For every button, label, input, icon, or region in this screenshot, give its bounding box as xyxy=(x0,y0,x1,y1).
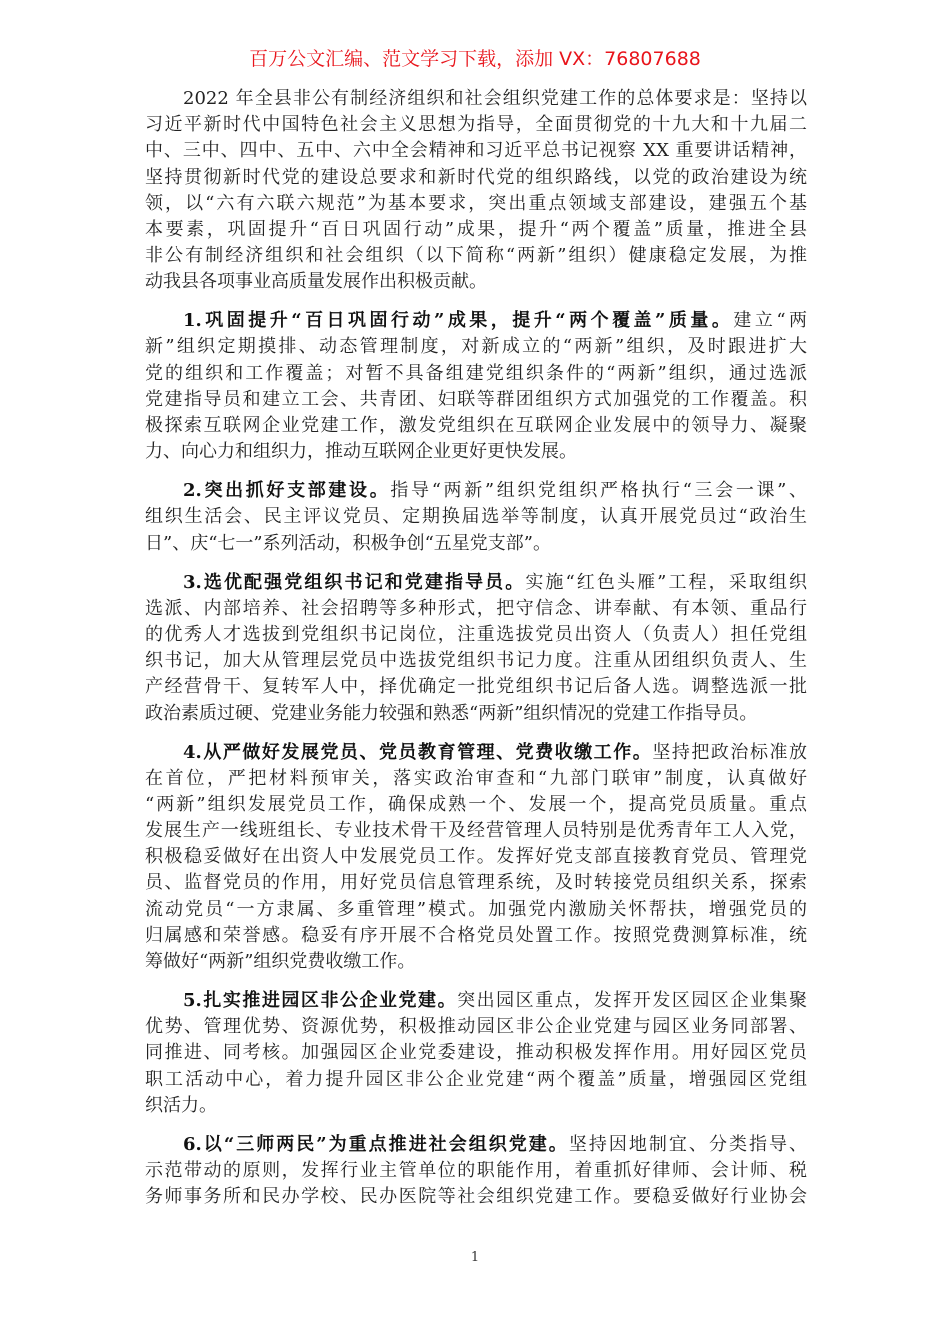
line-text: 归属感和荣誉感。稳妥有序开展不合格党员处置工作。按照党费测算标准，统 xyxy=(145,924,807,946)
section-heading: 2.突出抓好支部建设。 xyxy=(183,480,391,502)
section-heading: 6.以“三师两民”为重点推进社会组织党建。 xyxy=(183,1133,569,1155)
text-line xyxy=(145,1184,807,1210)
line-text: 务师事务所和民办学校、民办医院等社会组织党建工作。要稳妥做好行业协会 xyxy=(145,1186,807,1208)
paragraph xyxy=(145,988,807,1119)
text-line xyxy=(145,531,807,557)
line-text: 的优秀人才选拔到党组织书记岗位，注重选拔党员出资人（负责人）担任党组 xyxy=(145,623,807,645)
line-text: 组织生活会、民主评议党员、定期换届选举等制度，认真开展党员过“政治生 xyxy=(145,506,807,528)
line-text: 同推进、同考核。加强园区企业党委建设，推动积极发挥作用。用好园区党员 xyxy=(145,1042,807,1064)
text-line xyxy=(145,596,807,622)
text-line xyxy=(145,269,807,295)
line-text: 本要素，巩固提升“百日巩固行动”成果，提升“两个覆盖”质量，推进全县 xyxy=(145,218,807,240)
text-line xyxy=(145,361,807,387)
line-text: 中、三中、四中、五中、六中全会精神和习近平总书记视察 XX 重要讲话精神， xyxy=(145,140,807,162)
watermark-banner: 百万公文汇编、范文学习下载，添加 VX：76807688 xyxy=(249,48,701,70)
line-text: 职工活动中心，着力提升园区非公企业党建“两个覆盖”质量，增强园区党组 xyxy=(145,1068,807,1090)
text-line xyxy=(145,334,807,360)
paragraph xyxy=(145,1132,807,1211)
line-text: 党的组织和工作覆盖；对暂不具备组建党组织条件的“两新”组织，通过选派 xyxy=(145,362,807,384)
line-text: 优势、管理优势、资源优势，积极推动园区非公企业党建与园区业务同部署、 xyxy=(145,1016,807,1038)
text-line xyxy=(145,138,807,164)
line-text: 坚持贯彻新时代党的建设总要求和新时代党的组织路线，以党的政治建设为统 xyxy=(145,166,807,188)
text-line xyxy=(145,949,807,975)
text-line xyxy=(145,478,807,504)
line-text: 织活力。 xyxy=(145,1094,217,1116)
section-heading: 4.从严做好发展党员、党员教育管理、党费收缴工作。 xyxy=(183,741,653,763)
line-text: 2022 年全县非公有制经济组织和社会组织党建工作的总体要求是：坚持以 xyxy=(183,88,807,109)
text-line xyxy=(145,387,807,413)
text-line xyxy=(145,191,807,217)
text-line xyxy=(145,870,807,896)
line-text: 产经营骨干、复转军人中，择优确定一批党组织书记后备人选。调整选派一批 xyxy=(145,676,807,698)
section-heading: 5.扎实推进园区非公企业党建。 xyxy=(183,989,458,1011)
text-line xyxy=(145,308,807,334)
line-text: 党建指导员和建立工会、共青团、妇联等群团组织方式加强党的工作覆盖。积 xyxy=(145,388,807,410)
text-line xyxy=(145,818,807,844)
text-line xyxy=(145,923,807,949)
text-line xyxy=(145,622,807,648)
paragraph xyxy=(145,308,807,465)
text-line xyxy=(145,217,807,243)
line-text: 新”组织定期摸排、动态管理制度，对新成立的“两新”组织，及时跟进扩大 xyxy=(145,336,807,358)
line-text: 示范带动的原则，发挥行业主管单位的职能作用，着重抓好律师、会计师、税 xyxy=(145,1159,807,1181)
line-text: 发展生产一线班组长、专业技术骨干及经营管理人员特别是优秀青年工人入党， xyxy=(145,820,807,842)
text-line xyxy=(145,570,807,596)
text-line xyxy=(145,844,807,870)
text-line xyxy=(145,674,807,700)
text-line xyxy=(145,439,807,465)
text-line xyxy=(145,897,807,923)
page-number: 1 xyxy=(470,1250,480,1265)
text-line xyxy=(145,648,807,674)
text-line xyxy=(145,1014,807,1040)
line-text: 日”、庆“七一”系列活动，积极争创“五星党支部”。 xyxy=(145,532,552,554)
line-text: 流动党员“一方隶属、多重管理”模式。加强党内激励关怀帮扶，增强党员的 xyxy=(145,898,807,920)
line-text: 坚持因地制宜、分类指导、 xyxy=(568,1133,808,1155)
line-text: 政治素质过硬、党建业务能力较强和熟悉“两新”组织情况的党建工作指导员。 xyxy=(145,702,758,724)
paragraph xyxy=(145,570,807,727)
line-text: 建立“两 xyxy=(733,310,808,332)
paragraph xyxy=(145,86,807,296)
line-text: “两新”组织发展党员工作，确保成熟一个、发展一个，提高党员质量。重点 xyxy=(145,793,807,815)
line-text: 习近平新时代中国特色社会主义思想为指导，全面贯彻党的十九大和十九届二 xyxy=(145,114,807,136)
text-line xyxy=(145,1067,807,1093)
line-text: 极探索互联网企业党建工作，激发党组织在互联网企业发展中的领导力、凝聚 xyxy=(145,415,807,437)
text-line xyxy=(145,413,807,439)
line-text: 织书记，加大从管理层党员中选拔党组织书记力度。注重从团组织负责人、生 xyxy=(145,650,807,672)
document-body xyxy=(145,86,807,1223)
line-text: 实施“红色头雁”工程，采取组织 xyxy=(525,571,807,593)
line-text: 动我县各项事业高质量发展作出积极贡献。 xyxy=(145,271,487,293)
line-text: 非公有制经济组织和社会组织（以下简称“两新”组织）健康稳定发展，为推 xyxy=(145,245,807,267)
line-text: 在首位，严把材料预审关，落实政治审查和“九部门联审”制度，认真做好 xyxy=(145,767,807,789)
line-text: 突出园区重点，发挥开发区园区企业集聚 xyxy=(457,989,807,1011)
line-text: 力、向心力和组织力，推动互联网企业更好更快发展。 xyxy=(145,441,577,463)
text-line xyxy=(145,766,807,792)
text-line xyxy=(145,792,807,818)
text-line xyxy=(145,1158,807,1184)
section-heading: 3.选优配强党组织书记和党建指导员。 xyxy=(183,571,526,593)
line-text: 员、监督党员的作用，用好党员信息管理系统，及时转接党员组织关系，探索 xyxy=(145,872,807,894)
text-line xyxy=(145,1093,807,1119)
line-text: 筹做好“两新”组织党费收缴工作。 xyxy=(145,951,416,972)
text-line xyxy=(145,1132,807,1158)
line-text: 指导“两新”组织党组织严格执行“三会一课”、 xyxy=(390,480,807,502)
text-line xyxy=(145,86,807,112)
text-line xyxy=(145,504,807,530)
section-heading: 1.巩固提升“百日巩固行动”成果，提升“两个覆盖”质量。 xyxy=(183,310,734,332)
text-line xyxy=(145,701,807,727)
text-line xyxy=(145,988,807,1014)
line-text: 选派、内部培养、社会招聘等多种形式，把守信念、讲奉献、有本领、重品行 xyxy=(145,597,807,619)
line-text: 领，以“六有六联六规范”为基本要求，突出重点领域支部建设，建强五个基 xyxy=(145,192,807,214)
text-line xyxy=(145,740,807,766)
line-text: 坚持把政治标准放 xyxy=(652,741,808,763)
paragraph xyxy=(145,478,807,557)
text-line xyxy=(145,165,807,191)
line-text: 积极稳妥做好在出资人中发展党员工作。发挥好党支部直接教育党员、管理党 xyxy=(145,846,807,868)
text-line xyxy=(145,1040,807,1066)
text-line xyxy=(145,243,807,269)
paragraph xyxy=(145,740,807,976)
text-line xyxy=(145,112,807,138)
